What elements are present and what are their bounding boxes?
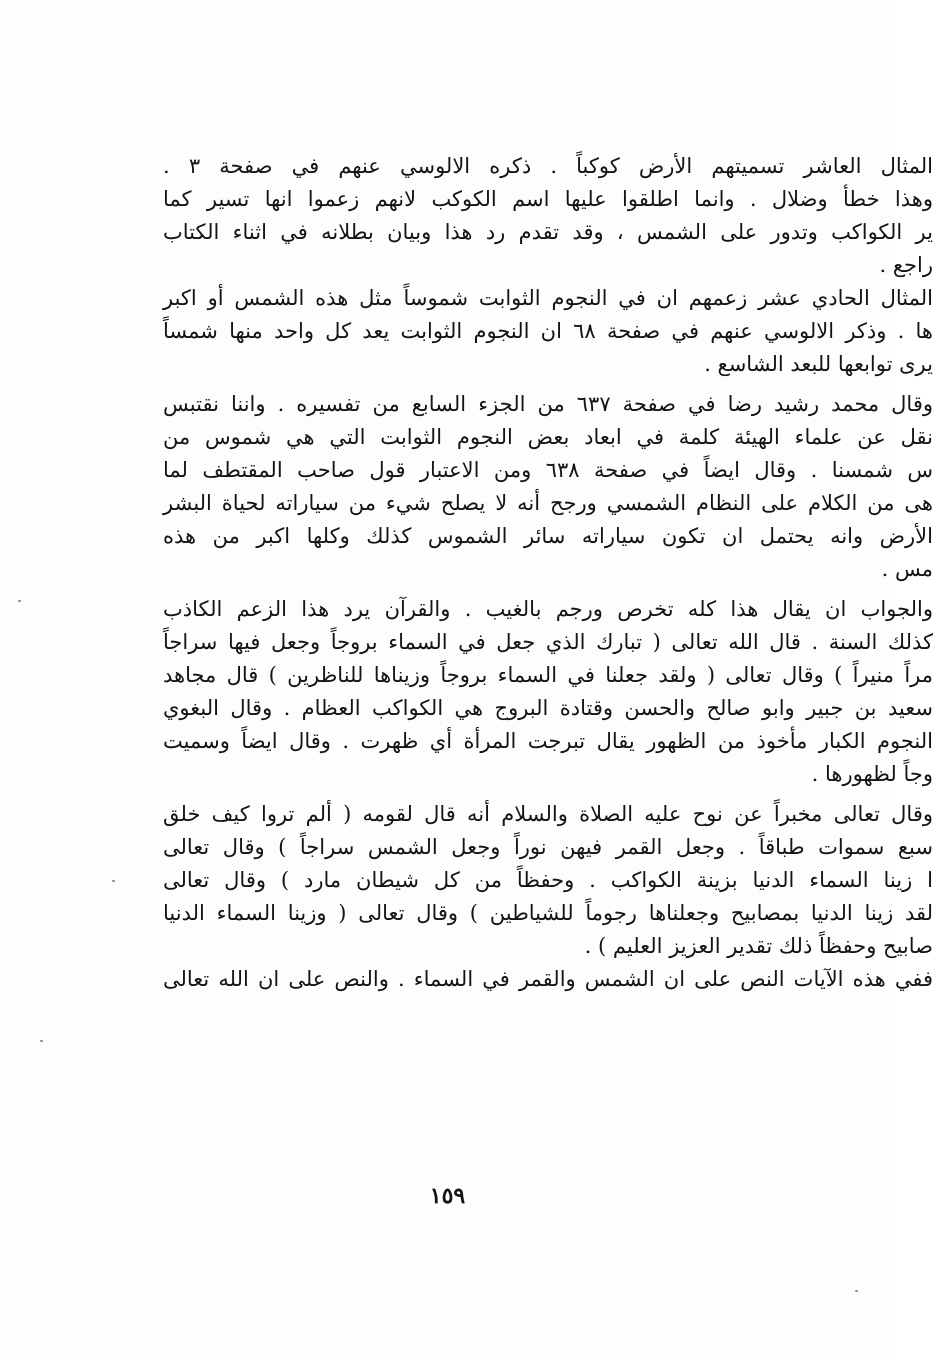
paragraph-conclusion xyxy=(163,963,933,996)
text-line: ففي هذه الآيات النص على ان الشمس والقمر في السماء . والنص على ان الله تعالى xyxy=(163,967,933,991)
page-body xyxy=(163,150,933,996)
text-line: س شمسنا . وقال ايضاً في صفحة ٦٣٨ ومن الاعتبار قول صاحب المقتطف لما xyxy=(163,458,933,482)
paragraph-rashid-rida-quote xyxy=(163,388,933,586)
text-line: يرى توابعها للبعد الشاسع . xyxy=(704,352,933,376)
text-line: سبع سموات طباقاً . وجعل القمر فيهن نوراً وجعل الشمس سراجاً ) وقال تعالى xyxy=(163,835,933,859)
text-line: وجاً لظهورها . xyxy=(811,762,933,786)
text-line: مراً منيراً ) وقال تعالى ( ولقد جعلنا في السماء بروجاً وزيناها للناظرين ) قال مجاهد xyxy=(163,663,933,687)
scan-speck xyxy=(18,600,21,602)
text-line: ا زينا السماء الدنيا بزينة الكواكب . وحفظاً من كل شيطان مارد ) وقال تعالى xyxy=(163,868,933,892)
text-line: ير الكواكب وتدور على الشمس ، وقد تقدم رد هذا وبيان بطلانه في اثناء الكتاب xyxy=(163,220,933,244)
page-number: ١٥٩ xyxy=(429,1183,466,1209)
paragraph-tenth-example xyxy=(163,150,933,282)
text-line: والجواب ان يقال هذا كله تخرص ورجم بالغيب . والقرآن يرد هذا الزعم الكاذب xyxy=(163,597,933,621)
text-line: وقال تعالى مخبراً عن نوح عليه الصلاة والسلام أنه قال لقومه ( ألم تروا كيف خلق xyxy=(163,802,933,826)
text-line: النجوم الكبار مأخوذ من الظهور يقال تبرجت المرأة أي ظهرت . وقال ايضاً وسميت xyxy=(163,729,933,753)
scan-speck xyxy=(40,1040,43,1042)
text-line: المثال الحادي عشر زعمهم ان في النجوم الثوابت شموساً مثل هذه الشمس أو اكبر xyxy=(163,286,933,310)
text-line: راجع . xyxy=(879,253,933,277)
paragraph-eleventh-example xyxy=(163,282,933,381)
scan-speck xyxy=(112,880,115,882)
text-line: نقل عن علماء الهيئة كلمة في ابعاد بعض النجوم الثوابت التي هي شموس من xyxy=(163,425,933,449)
text-line: الأرض وانه يحتمل ان تكون سياراته سائر الشموس كذلك وكلها اكبر من هذه xyxy=(163,524,933,548)
text-line: وقال محمد رشيد رضا في صفحة ٦٣٧ من الجزء السابع من تفسيره . واننا نقتبس xyxy=(163,392,933,416)
paragraph-quran-verses xyxy=(163,798,933,963)
text-line: المثال العاشر تسميتهم الأرض كوكباً . ذكره الالوسي عنهم في صفحة ٣ . xyxy=(163,154,933,178)
text-line: لقد زينا الدنيا بمصابيح وجعلناها رجوماً للشياطين ) وقال تعالى ( وزينا السماء الدنيا xyxy=(163,901,933,925)
text-line: سعيد بن جبير وابو صالح والحسن وقتادة البروج هي الكواكب العظام . وقال البغوي xyxy=(163,696,933,720)
text-line: ها . وذكر الالوسي عنهم في صفحة ٦٨ ان النجوم الثوابت يعد كل واحد منها شمساً xyxy=(163,319,933,343)
scan-speck xyxy=(855,1290,858,1292)
paragraph-answer xyxy=(163,593,933,791)
text-line: هى من الكلام على النظام الشمسي ورجح أنه لا يصلح شيء من سياراته لحياة البشر xyxy=(163,491,933,515)
text-line: وهذا خطأ وضلال . وانما اطلقوا عليها اسم الكوكب لانهم زعموا انها تسير كما xyxy=(163,187,933,211)
text-line: مس . xyxy=(881,557,933,581)
text-line: كذلك السنة . قال الله تعالى ( تبارك الذي جعل في السماء بروجاً وجعل فيها سراجاً xyxy=(163,630,933,654)
text-line: صابيح وحفظاً ذلك تقدير العزيز العليم ) . xyxy=(584,934,933,958)
